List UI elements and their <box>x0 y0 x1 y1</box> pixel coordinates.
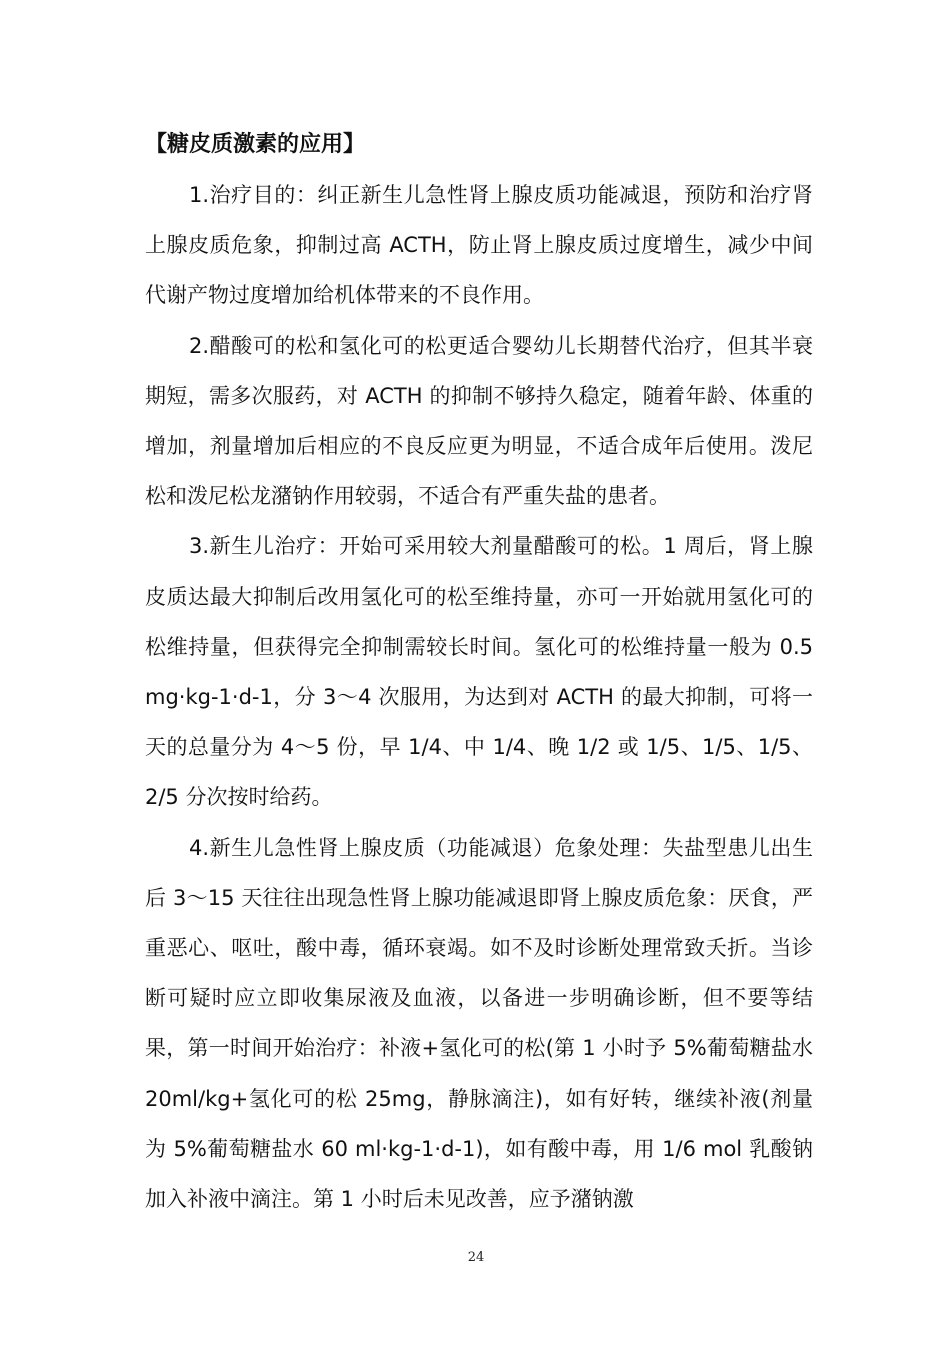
paragraph-cortisone-comparison: 2.醋酸可的松和氢化可的松更适合婴幼儿长期替代治疗，但其半衰期短，需多次服药，对 ACTH 的抑制不够持久稳定，随着年龄、体重的增加，剂量增加后相应的不良反应更为明显，不适合成年后使用。泼尼松和泼尼松龙潴钠作用较弱，不适合有严重失盐的患者。 <box>145 333 813 509</box>
paragraph-crisis-management: 4.新生儿急性肾上腺皮质（功能减退）危象处理：失盐型患儿出生后 3～15 天往往出现急性肾上腺功能减退即肾上腺皮质危象：厌食，严重恶心、呕吐，酸中毒，循环衰竭。如不及时诊断处理常致夭折。当诊断可疑时应立即收集尿液及血液，以备进一步明确诊断，但不要等结果，第一时间开始治疗：补液+氢化可的松(第 1 小时予 5%葡萄糖盐水 20ml/kg+氢化可的松 25mg，静脉滴注)，如有好转，继续补液(剂量为 5%葡萄糖盐水 60 ml·kg-1·d-1)，如有酸中毒，用 1/6 mol 乳酸钠加入补液中滴注。第 1 小时后未见改善，应予潴钠激 <box>145 835 813 1212</box>
document-body <box>145 120 813 1224</box>
section-heading: 【糖皮质激素的应用】 <box>145 132 366 157</box>
paragraph-treatment-goal: 1.治疗目的：纠正新生儿急性肾上腺皮质功能减退，预防和治疗肾上腺皮质危象，抑制过高 ACTH，防止肾上腺皮质过度增生，减少中间代谢产物过度增加给机体带来的不良作用。 <box>145 183 813 308</box>
paragraph-neonatal-treatment: 3.新生儿治疗：开始可采用较大剂量醋酸可的松。1 周后，肾上腺皮质达最大抑制后改用氢化可的松至维持量，亦可一开始就用氢化可的松维持量，但获得完全抑制需较长时间。氢化可的松维持量一般为 0.5 mg·kg-1·d-1，分 3～4 次服用，为达到对 ACTH 的最大抑制，可将一天的总量分为 4～5 份，早 1/4、中 1/4、晚 1/2 或 1/5、1/5、1/5、2/5 分次按时给药。 <box>145 534 813 810</box>
page-number: 24 <box>467 1250 485 1265</box>
